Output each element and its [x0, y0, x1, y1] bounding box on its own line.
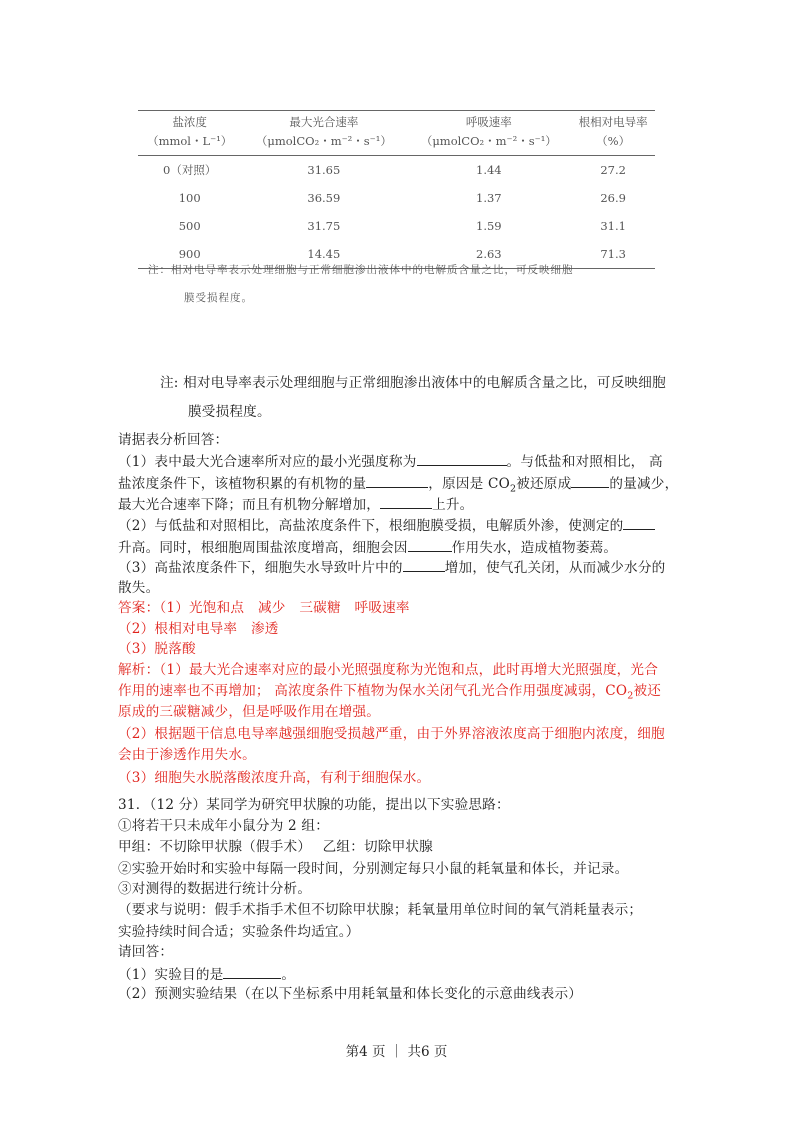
answer-line1: 答案：（1）光饱和点 减少 三碳糖 呼吸速率 — [118, 600, 410, 616]
text: 被还 — [633, 683, 662, 699]
header-salt: 盐浓度 — [138, 111, 241, 131]
answer-line2: （2）根相对电导率 渗透 — [118, 621, 279, 637]
q31-line1: 31．（12 分）某同学为研究甲状腺的功能，提出以下实验思路： — [118, 797, 510, 813]
salt-data-table — [138, 110, 655, 269]
explanation-line6: （3）细胞失水脱落酸浓度升高，有利于细胞保水。 — [118, 770, 431, 786]
header-respiration: 呼吸速率 — [406, 111, 571, 131]
page-footer: 第4 页 ｜ 共6 页 — [345, 1044, 448, 1060]
text: 增加，使气孔关闭，从而减少水分的 — [444, 560, 666, 576]
text: （1）实验目的是 — [118, 967, 224, 983]
cell: 31.65 — [307, 163, 341, 177]
table-row — [138, 212, 655, 240]
q31-line5: ③对测得的数据进行统计分析。 — [118, 881, 312, 897]
explanation-line3: 原成的三碳糖减少，但是呼吸作用在增强。 — [118, 704, 381, 720]
text: 最大光合速率下降；而且有机物分解增加， — [118, 497, 381, 513]
text: 上升。 — [432, 497, 474, 513]
q31-line9 — [118, 965, 295, 984]
text: 作用失水，造成植物萎蔫。 — [451, 540, 618, 556]
subscript: 2 — [627, 690, 634, 702]
q30-part1-line1 — [118, 452, 663, 471]
text: （3）高盐浓度条件下，细胞失水导致叶片中的 — [118, 560, 403, 576]
text: （1）表中最大光合速率所对应的最小光强度称为 — [118, 454, 417, 470]
q30-part2-line2 — [118, 538, 617, 557]
cell: 26.9 — [600, 191, 626, 205]
q31-line10: （2）预测实验结果（在以下坐标系中用耗氧量和体长变化的示意曲线表示） — [118, 986, 583, 1002]
text: 。 — [281, 967, 296, 983]
explanation-line5: 会由于渗透作用失水。 — [118, 747, 256, 763]
explanation-line1: 解析：（1）最大光合速率对应的最小光照强度称为光饱和点，此时再增大光照强度，光合 — [118, 662, 659, 678]
cell: 1.44 — [476, 163, 502, 177]
table-row — [138, 156, 655, 185]
text: ，原因是 CO — [428, 476, 510, 492]
text: 升高。同时，根细胞周围盐浓度增高，细胞会因 — [118, 540, 408, 556]
answer-blank — [366, 474, 428, 488]
cell: 31.1 — [600, 219, 626, 233]
q31-line8: 请回答： — [118, 944, 174, 960]
cell: 900 — [138, 240, 241, 269]
explanation-line4: （2）根据题干信息电导率越强细胞受损越严重，由于外界溶液浓度高于细胞内浓度，细胞 — [118, 726, 665, 742]
unit-respiration: （μmolCO₂・m⁻²・s⁻¹） — [406, 130, 571, 156]
q30-part1-line3 — [118, 495, 473, 514]
text: 被还原成 — [516, 476, 572, 492]
text: 。与低盐和对照相比， 高 — [506, 454, 663, 470]
answer-blank — [417, 452, 507, 466]
cell: 1.37 — [476, 191, 502, 205]
answer-blank — [571, 474, 609, 488]
answer-blank — [380, 495, 432, 509]
cell: 2.63 — [406, 240, 571, 269]
unit-max-photosynthesis: （μmolCO₂・m⁻²・s⁻¹） — [241, 130, 406, 156]
answer-blank — [623, 516, 655, 530]
cell: 31.75 — [307, 219, 341, 233]
q30-part3-line1 — [118, 558, 665, 577]
note-line2: 膜受损程度。 — [188, 404, 271, 420]
q31-line6: （要求与说明：假手术指手术但不切除甲状腺；耗氧量用单位时间的氧气消耗量表示； — [118, 902, 643, 918]
cell: 0（对照） — [163, 163, 217, 177]
text: 的量减少， — [609, 476, 679, 492]
q31-line4: ②实验开始时和实验中每隔一段时间，分别测定每只小鼠的耗氧量和体长，并记录。 — [118, 861, 629, 877]
q31-line3: 甲组：不切除甲状腺（假手术） 乙组：切除甲状腺 — [118, 839, 433, 855]
q31-line2: ①将若干只未成年小鼠分为 2 组： — [118, 818, 330, 834]
q30-part3-line2: 散失。 — [118, 580, 160, 596]
answer-blank — [403, 558, 445, 572]
cell: 500 — [178, 219, 201, 233]
unit-salt: （mmol・L⁻¹） — [138, 130, 241, 156]
text: （2）与低盐和对照相比，高盐浓度条件下，根细胞膜受损，电解质外渗，使测定的 — [118, 518, 624, 534]
answer-line3: （3）脱落酸 — [118, 641, 196, 657]
cell: 36.59 — [307, 191, 341, 205]
text: 作用的速率也不再增加； 高浓度条件下植物为保水关闭气孔光合作用强度减弱，CO — [118, 683, 628, 699]
cell: 14.45 — [241, 240, 406, 269]
q30-intro: 请据表分析回答： — [118, 432, 229, 448]
cell: 100 — [178, 191, 201, 205]
table-row — [138, 184, 655, 212]
text: 盐浓度条件下，该植物积累的有机物的量 — [118, 476, 367, 492]
table-note-line2: 膜受损程度。 — [184, 292, 253, 304]
q31-line7: 实验持续时间合适；实验条件均适宜。） — [118, 924, 360, 940]
cell: 1.59 — [476, 219, 502, 233]
subscript: 2 — [509, 483, 517, 495]
table-note-line1: 注：相对电导率表示处理细胞与正常细胞渗出液体中的电解质含量之比，可反映细胞 — [148, 264, 574, 276]
answer-blank — [408, 538, 452, 552]
q30-part2-line1 — [118, 516, 655, 535]
note-line1: 注: 相对电导率表示处理细胞与正常细胞渗出液体中的电解质含量之比，可反映细胞 — [160, 375, 666, 391]
header-conductivity: 根相对电导率 — [571, 111, 655, 131]
answer-blank — [223, 965, 281, 979]
header-max-photosynthesis: 最大光合速率 — [241, 111, 406, 131]
cell: 71.3 — [571, 240, 655, 269]
unit-conductivity: （%） — [571, 130, 655, 156]
cell: 27.2 — [600, 163, 626, 177]
